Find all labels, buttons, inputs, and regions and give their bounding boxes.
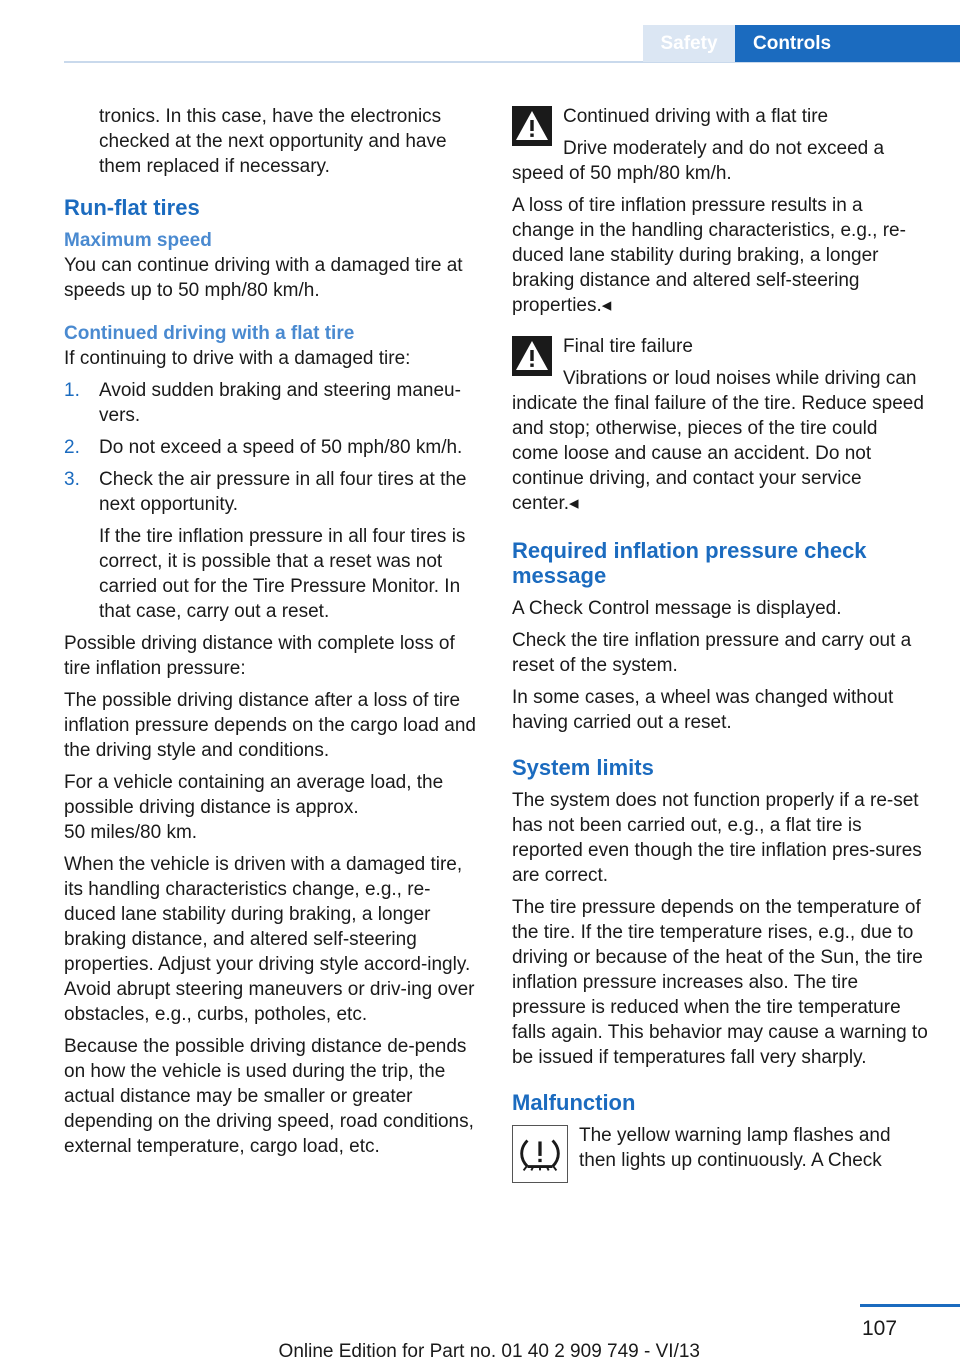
paragraph-limits-2: The tire pressure depends on the temperature of the tire. If the tire temperature rises, e.g., due to driving or because of the heat of the Sun, the tire inflation pressure increases also. The tire pressure is reduced when the tire temperature falls again. This behavior may cause a warning to be issued if temperatures fall very sharply. bbox=[512, 897, 928, 1068]
average-load-text: For a vehicle containing an average load, the possible driving distance is approx. bbox=[64, 772, 444, 818]
paragraph-possible-distance: Possible driving distance with complete loss of tire inflation pressure: bbox=[64, 633, 455, 679]
tab-safety[interactable]: Safety bbox=[643, 25, 735, 62]
heading-malfunction: Malfunction bbox=[512, 1090, 636, 1115]
list-item bbox=[64, 467, 482, 624]
paragraph-required-1: A Check Control message is displayed. bbox=[512, 598, 842, 619]
list-number: 1. bbox=[64, 380, 80, 401]
list-text: Avoid sudden braking and steering maneu‐vers. bbox=[99, 380, 461, 426]
heading-run-flat-tires: Run-flat tires bbox=[64, 195, 200, 220]
paragraph-maximum-speed: You can continue driving with a damaged tire at speeds up to 50 mph/80 km/h. bbox=[64, 255, 463, 301]
list-item bbox=[64, 378, 482, 428]
list-item bbox=[64, 435, 482, 460]
malfunction-block bbox=[512, 1123, 928, 1187]
paragraph-average-load bbox=[64, 770, 482, 845]
paragraph-limits-1: The system does not function properly if a re‐set has not been carried out, e.g., a flat tire is reported even though the tire inflation pres‐sures are correct. bbox=[512, 790, 922, 886]
warning-text: A loss of tire inflation pressure results in a change in the handling characteristics, e.g., re‐duced lane stability during braking, a longer braking distance and altered self-steering properties.◂ bbox=[512, 195, 906, 316]
tire-pressure-warning-icon bbox=[512, 1125, 568, 1183]
heading-required-inflation-check: Required inflation pressure check message bbox=[512, 538, 867, 588]
warning-final-tire-failure bbox=[512, 334, 928, 516]
list-subtext: If the tire inflation pressure in all four tires is correct, it is possible that a reset was not carried out for the Tire Pressure Monitor. In that case, carry out a reset. bbox=[99, 526, 466, 622]
paragraph-distance-depends: The possible driving distance after a loss of tire inflation pressure depends on the cargo load and the driving style and conditions. bbox=[64, 690, 476, 761]
paragraph-continued-driving: If continuing to drive with a damaged tire: bbox=[64, 348, 411, 369]
paragraph-malfunction: The yellow warning lamp flashes and then lights up continuously. A Check bbox=[579, 1125, 891, 1171]
right-column bbox=[512, 104, 928, 1187]
paragraph-because: Because the possible driving distance de‐pends on how the vehicle is used during the trip, the actual distance may be smaller or greater depending on the driving speed, road conditions, external temperature, cargo load, etc. bbox=[64, 1036, 474, 1157]
warning-triangle-icon bbox=[512, 106, 552, 146]
list-text: Check the air pressure in all four tires at the next opportunity. bbox=[99, 469, 467, 515]
heading-maximum-speed: Maximum speed bbox=[64, 230, 212, 251]
tab-controls[interactable]: Controls bbox=[735, 25, 960, 62]
edition-footer: Online Edition for Part no. 01 40 2 909 749 - VI/13 bbox=[278, 1341, 700, 1362]
heading-system-limits: System limits bbox=[512, 755, 654, 780]
list-number: 2. bbox=[64, 437, 80, 458]
list-number: 3. bbox=[64, 469, 80, 490]
warning-title: Final tire failure bbox=[563, 336, 693, 357]
paragraph-damaged-tire: When the vehicle is driven with a damaged tire, its handling characteristics change, e.g., re‐duced lane stability during braking, a longer braking distance, and altered self-steering properties. Adjust your driving style accord‐ingly. Avoid abrupt steering maneuvers or driv‐ing over obstacles, e.g., curbs, potholes, etc. bbox=[64, 854, 475, 1025]
list-text: Do not exceed a speed of 50 mph/80 km/h. bbox=[99, 437, 463, 458]
warning-title: Continued driving with a flat tire bbox=[563, 106, 829, 127]
heading-continued-driving: Continued driving with a flat tire bbox=[64, 323, 355, 344]
average-load-distance: 50 miles/80 km. bbox=[64, 822, 198, 843]
left-column bbox=[64, 104, 482, 1166]
continued-paragraph: tronics. In this case, have the electronics checked at the next opportunity and have them replaced if necessary. bbox=[99, 106, 447, 177]
warning-text: Drive moderately and do not exceed a speed of 50 mph/80 km/h. bbox=[512, 138, 885, 184]
warning-text: Vibrations or loud noises while driving can indicate the final failure of the tire. Reduce speed and stop; otherwise, pieces of the tire could come loose and cause an accident. Do not continue driving, and contact your service center.◂ bbox=[512, 368, 924, 514]
warning-triangle-icon bbox=[512, 336, 552, 376]
paragraph-required-3: In some cases, a wheel was changed without having carried out a reset. bbox=[512, 687, 894, 733]
steps-list bbox=[64, 378, 482, 624]
page-number: 107 bbox=[862, 1317, 898, 1340]
paragraph-required-2: Check the tire inflation pressure and carry out a reset of the system. bbox=[512, 630, 912, 676]
warning-continued-driving bbox=[512, 104, 928, 318]
footer-rule bbox=[860, 1304, 960, 1307]
